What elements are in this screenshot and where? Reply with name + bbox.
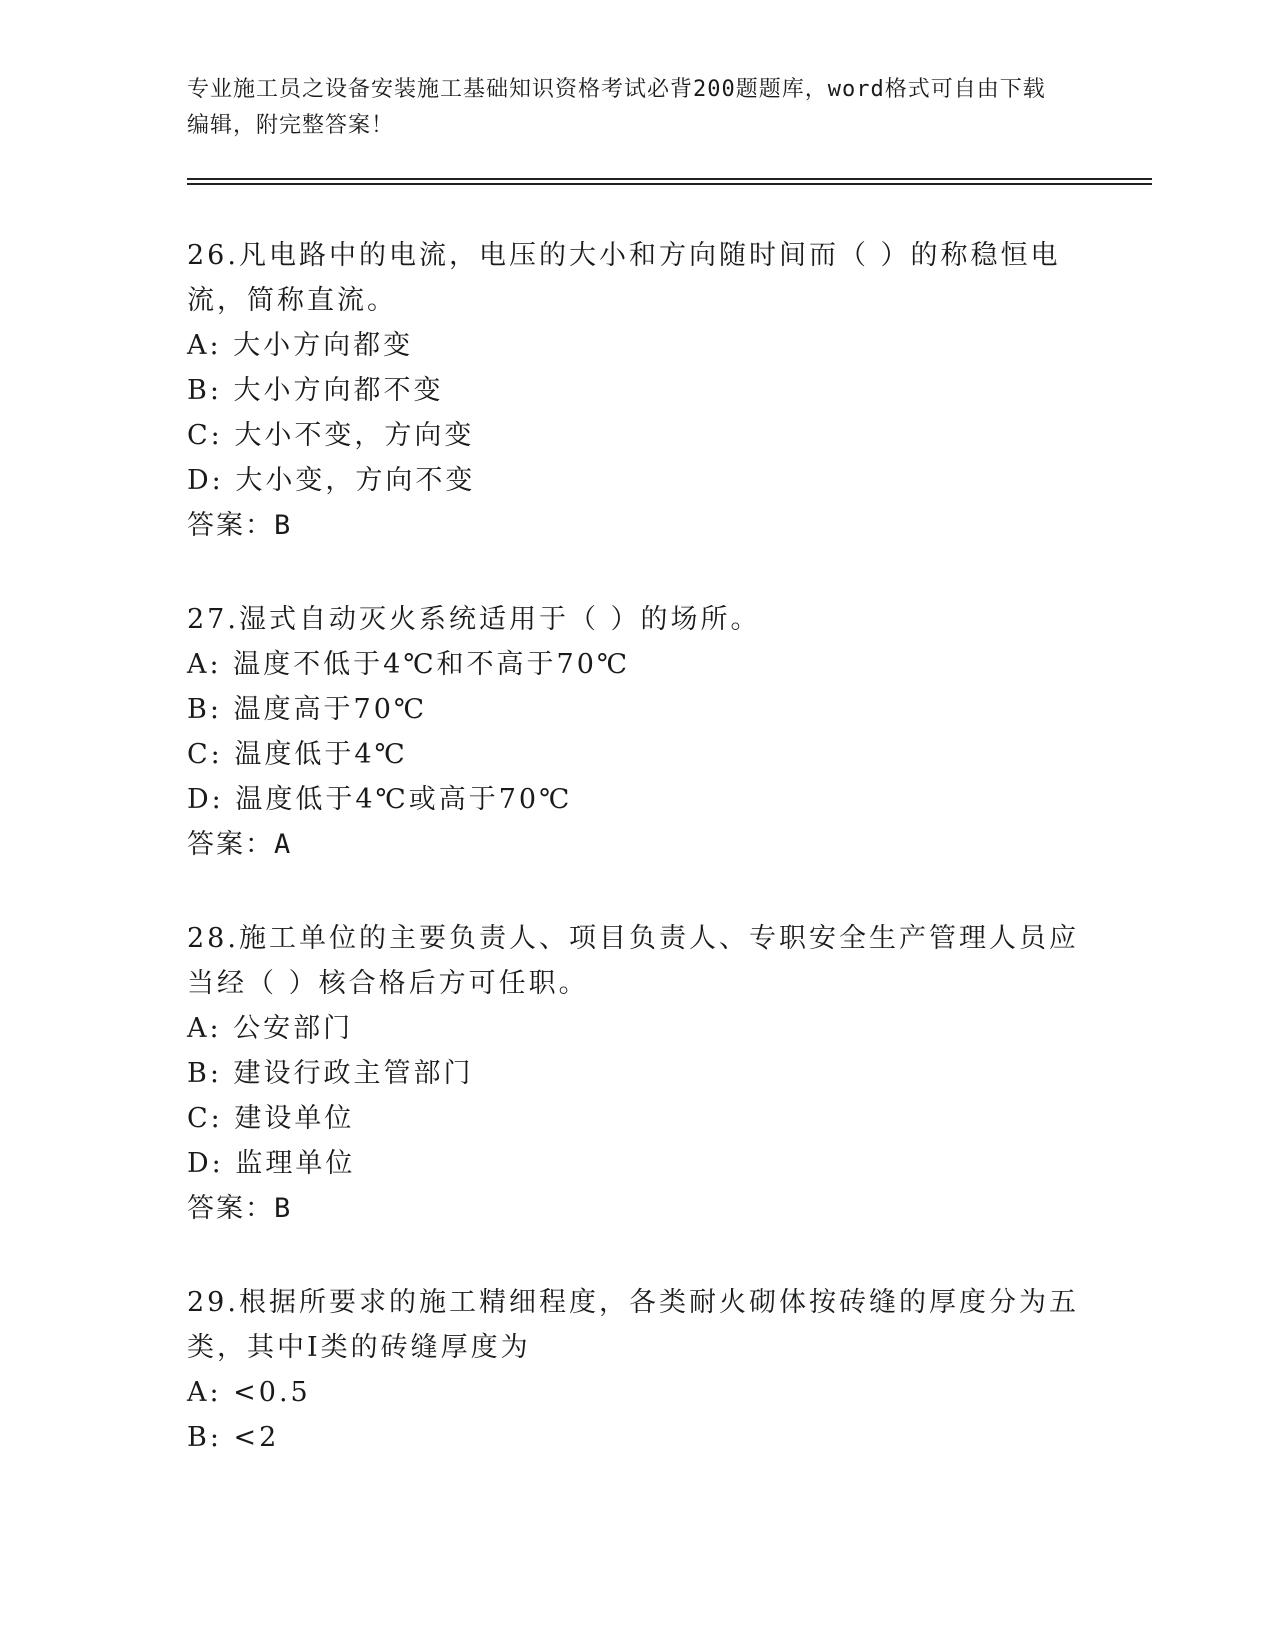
option-c: C: 建设单位 [187, 1103, 355, 1134]
option-a: A: 大小方向都变 [187, 330, 414, 361]
question-stem: 28.施工单位的主要负责人、项目负责人、专职安全生产管理人员应当经（ ）核合格后方可任职。 [187, 923, 1079, 999]
question-27 [187, 597, 1087, 867]
answer-label: 答案： [187, 1193, 274, 1224]
answer-line [187, 822, 1087, 867]
option-a: A: 公安部门 [187, 1013, 354, 1044]
answer-label: 答案： [187, 829, 274, 860]
option-b: B: 建设行政主管部门 [187, 1058, 474, 1089]
option-c: C: 大小不变，方向变 [187, 420, 475, 451]
question-stem: 26.凡电路中的电流，电压的大小和方向随时间而（ ）的称稳恒电流，简称直流。 [187, 240, 1061, 316]
document-header-title: 专业施工员之设备安装施工基础知识资格考试必背200题题库，word格式可自由下载编辑，附完整答案！ [187, 77, 1046, 138]
answer-value: A [274, 829, 293, 860]
option-a: A: 温度不低于4℃和不高于70℃ [187, 649, 631, 680]
question-28 [187, 916, 1087, 1231]
question-26 [187, 233, 1087, 548]
question-29 [187, 1280, 1087, 1460]
option-c: C: 温度低于4℃ [187, 739, 408, 770]
answer-line [187, 1186, 1087, 1231]
answer-value: B [274, 1193, 293, 1224]
option-list [187, 1370, 1087, 1460]
option-b: B: 温度高于70℃ [187, 694, 428, 725]
option-list [187, 323, 1087, 503]
option-b: B: 大小方向都不变 [187, 375, 444, 406]
option-b: B: <2 [187, 1422, 280, 1453]
option-d: D: 监理单位 [187, 1148, 356, 1179]
header-divider-top [187, 178, 1152, 180]
header-divider-bottom [187, 183, 1152, 185]
question-stem: 27.湿式自动灭火系统适用于（ ）的场所。 [187, 604, 761, 635]
option-d: D: 温度低于4℃或高于70℃ [187, 784, 573, 815]
question-stem: 29.根据所要求的施工精细程度，各类耐火砌体按砖缝的厚度分为五类，其中Ⅰ类的砖缝厚度为 [187, 1287, 1079, 1363]
option-a: A: <0.5 [187, 1377, 311, 1408]
option-list [187, 1006, 1087, 1186]
option-d: D: 大小变，方向不变 [187, 465, 476, 496]
answer-value: B [274, 510, 293, 541]
option-list [187, 642, 1087, 822]
answer-line [187, 503, 1087, 548]
answer-label: 答案： [187, 510, 274, 541]
